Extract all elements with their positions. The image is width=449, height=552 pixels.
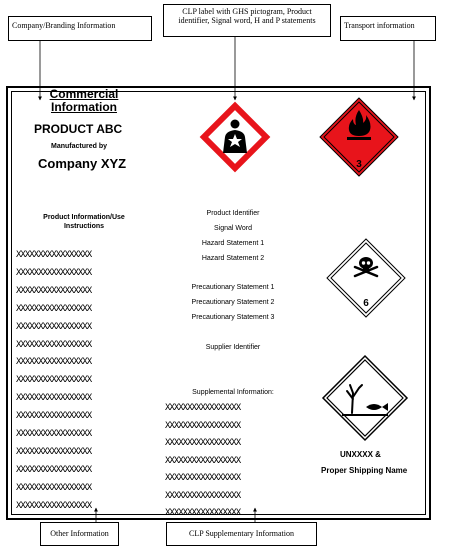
supplemental-information-line: XXXXXXXXXXXXXXXXX <box>165 490 241 501</box>
signal-word: Signal Word <box>213 225 252 232</box>
commercial-information-heading: Commercial Information <box>49 87 119 114</box>
callout-other-information: Other Information <box>40 522 119 546</box>
product-name: PRODUCT ABC <box>34 122 123 136</box>
supplemental-information-line: XXXXXXXXXXXXXXXXX <box>165 438 241 448</box>
un-number: UNXXXX & <box>340 450 381 459</box>
other-information-line: XXXXXXXXXXXXXXXXX <box>16 303 92 314</box>
proper-shipping-name: Proper Shipping Name <box>321 466 408 475</box>
hazard-statement-1: Hazard Statement 1 <box>201 240 265 247</box>
product-information-heading: Product Information/Use Instructions <box>43 214 125 230</box>
environmental-hazard-diamond-icon <box>322 355 408 441</box>
callout-transport: Transport information <box>340 16 436 41</box>
other-information-line: XXXXXXXXXXXXXXXXX <box>16 464 92 475</box>
supplier-identifier: Supplier Identifier <box>205 344 261 351</box>
other-information-line: XXXXXXXXXXXXXXXXX <box>16 411 92 422</box>
callout-branding: Company/Branding Information <box>8 16 152 41</box>
other-information-line: XXXXXXXXXXXXXXXXX <box>16 446 92 457</box>
other-information-line: XXXXXXXXXXXXXXXXX <box>16 339 92 350</box>
supplemental-information-line: XXXXXXXXXXXXXXXXX <box>165 508 241 518</box>
company-name: Company XYZ <box>38 156 127 171</box>
manufactured-by: Manufactured by <box>51 143 108 150</box>
other-information-line: XXXXXXXXXXXXXXXXX <box>16 393 92 404</box>
callout-clp-supplementary: CLP Supplementary Information <box>166 522 317 546</box>
toxic-substance-diamond-icon <box>326 238 406 318</box>
other-information-line: XXXXXXXXXXXXXXXXX <box>16 321 92 332</box>
supplemental-information-line: XXXXXXXXXXXXXXXXX <box>165 403 241 413</box>
flammable-liquid-diamond-icon <box>318 96 400 178</box>
other-information-line: XXXXXXXXXXXXXXXXX <box>16 357 92 368</box>
toxic-class-number: 6 <box>363 298 369 309</box>
other-information-line: XXXXXXXXXXXXXXXXX <box>16 429 92 439</box>
callout-clp: CLP label with GHS pictogram, Product identifier, Signal word, H and P statements <box>163 4 331 37</box>
other-information-line: XXXXXXXXXXXXXXXXX <box>16 500 92 511</box>
supplemental-information-line: XXXXXXXXXXXXXXXXX <box>165 420 241 431</box>
supplemental-information-line: XXXXXXXXXXXXXXXXX <box>165 473 241 483</box>
other-information-line: XXXXXXXXXXXXXXXXX <box>16 375 92 386</box>
hazard-statement-2: Hazard Statement 2 <box>201 255 265 262</box>
precautionary-statement-2: Precautionary Statement 2 <box>191 299 275 306</box>
other-information-line: XXXXXXXXXXXXXXXXX <box>16 250 92 260</box>
flammable-class-number: 3 <box>356 159 362 170</box>
other-information-line: XXXXXXXXXXXXXXXXX <box>16 285 92 296</box>
precautionary-statement-3: Precautionary Statement 3 <box>191 314 275 321</box>
precautionary-statement-1: Precautionary Statement 1 <box>191 284 275 291</box>
supplemental-information-heading: Supplemental Information: <box>192 389 274 396</box>
supplemental-information-line: XXXXXXXXXXXXXXXXX <box>165 455 241 466</box>
product-identifier: Product Identifier <box>206 210 260 217</box>
other-information-line: XXXXXXXXXXXXXXXXX <box>16 267 92 278</box>
ghs-health-hazard-icon <box>201 103 269 171</box>
other-information-line: XXXXXXXXXXXXXXXXX <box>16 482 92 493</box>
